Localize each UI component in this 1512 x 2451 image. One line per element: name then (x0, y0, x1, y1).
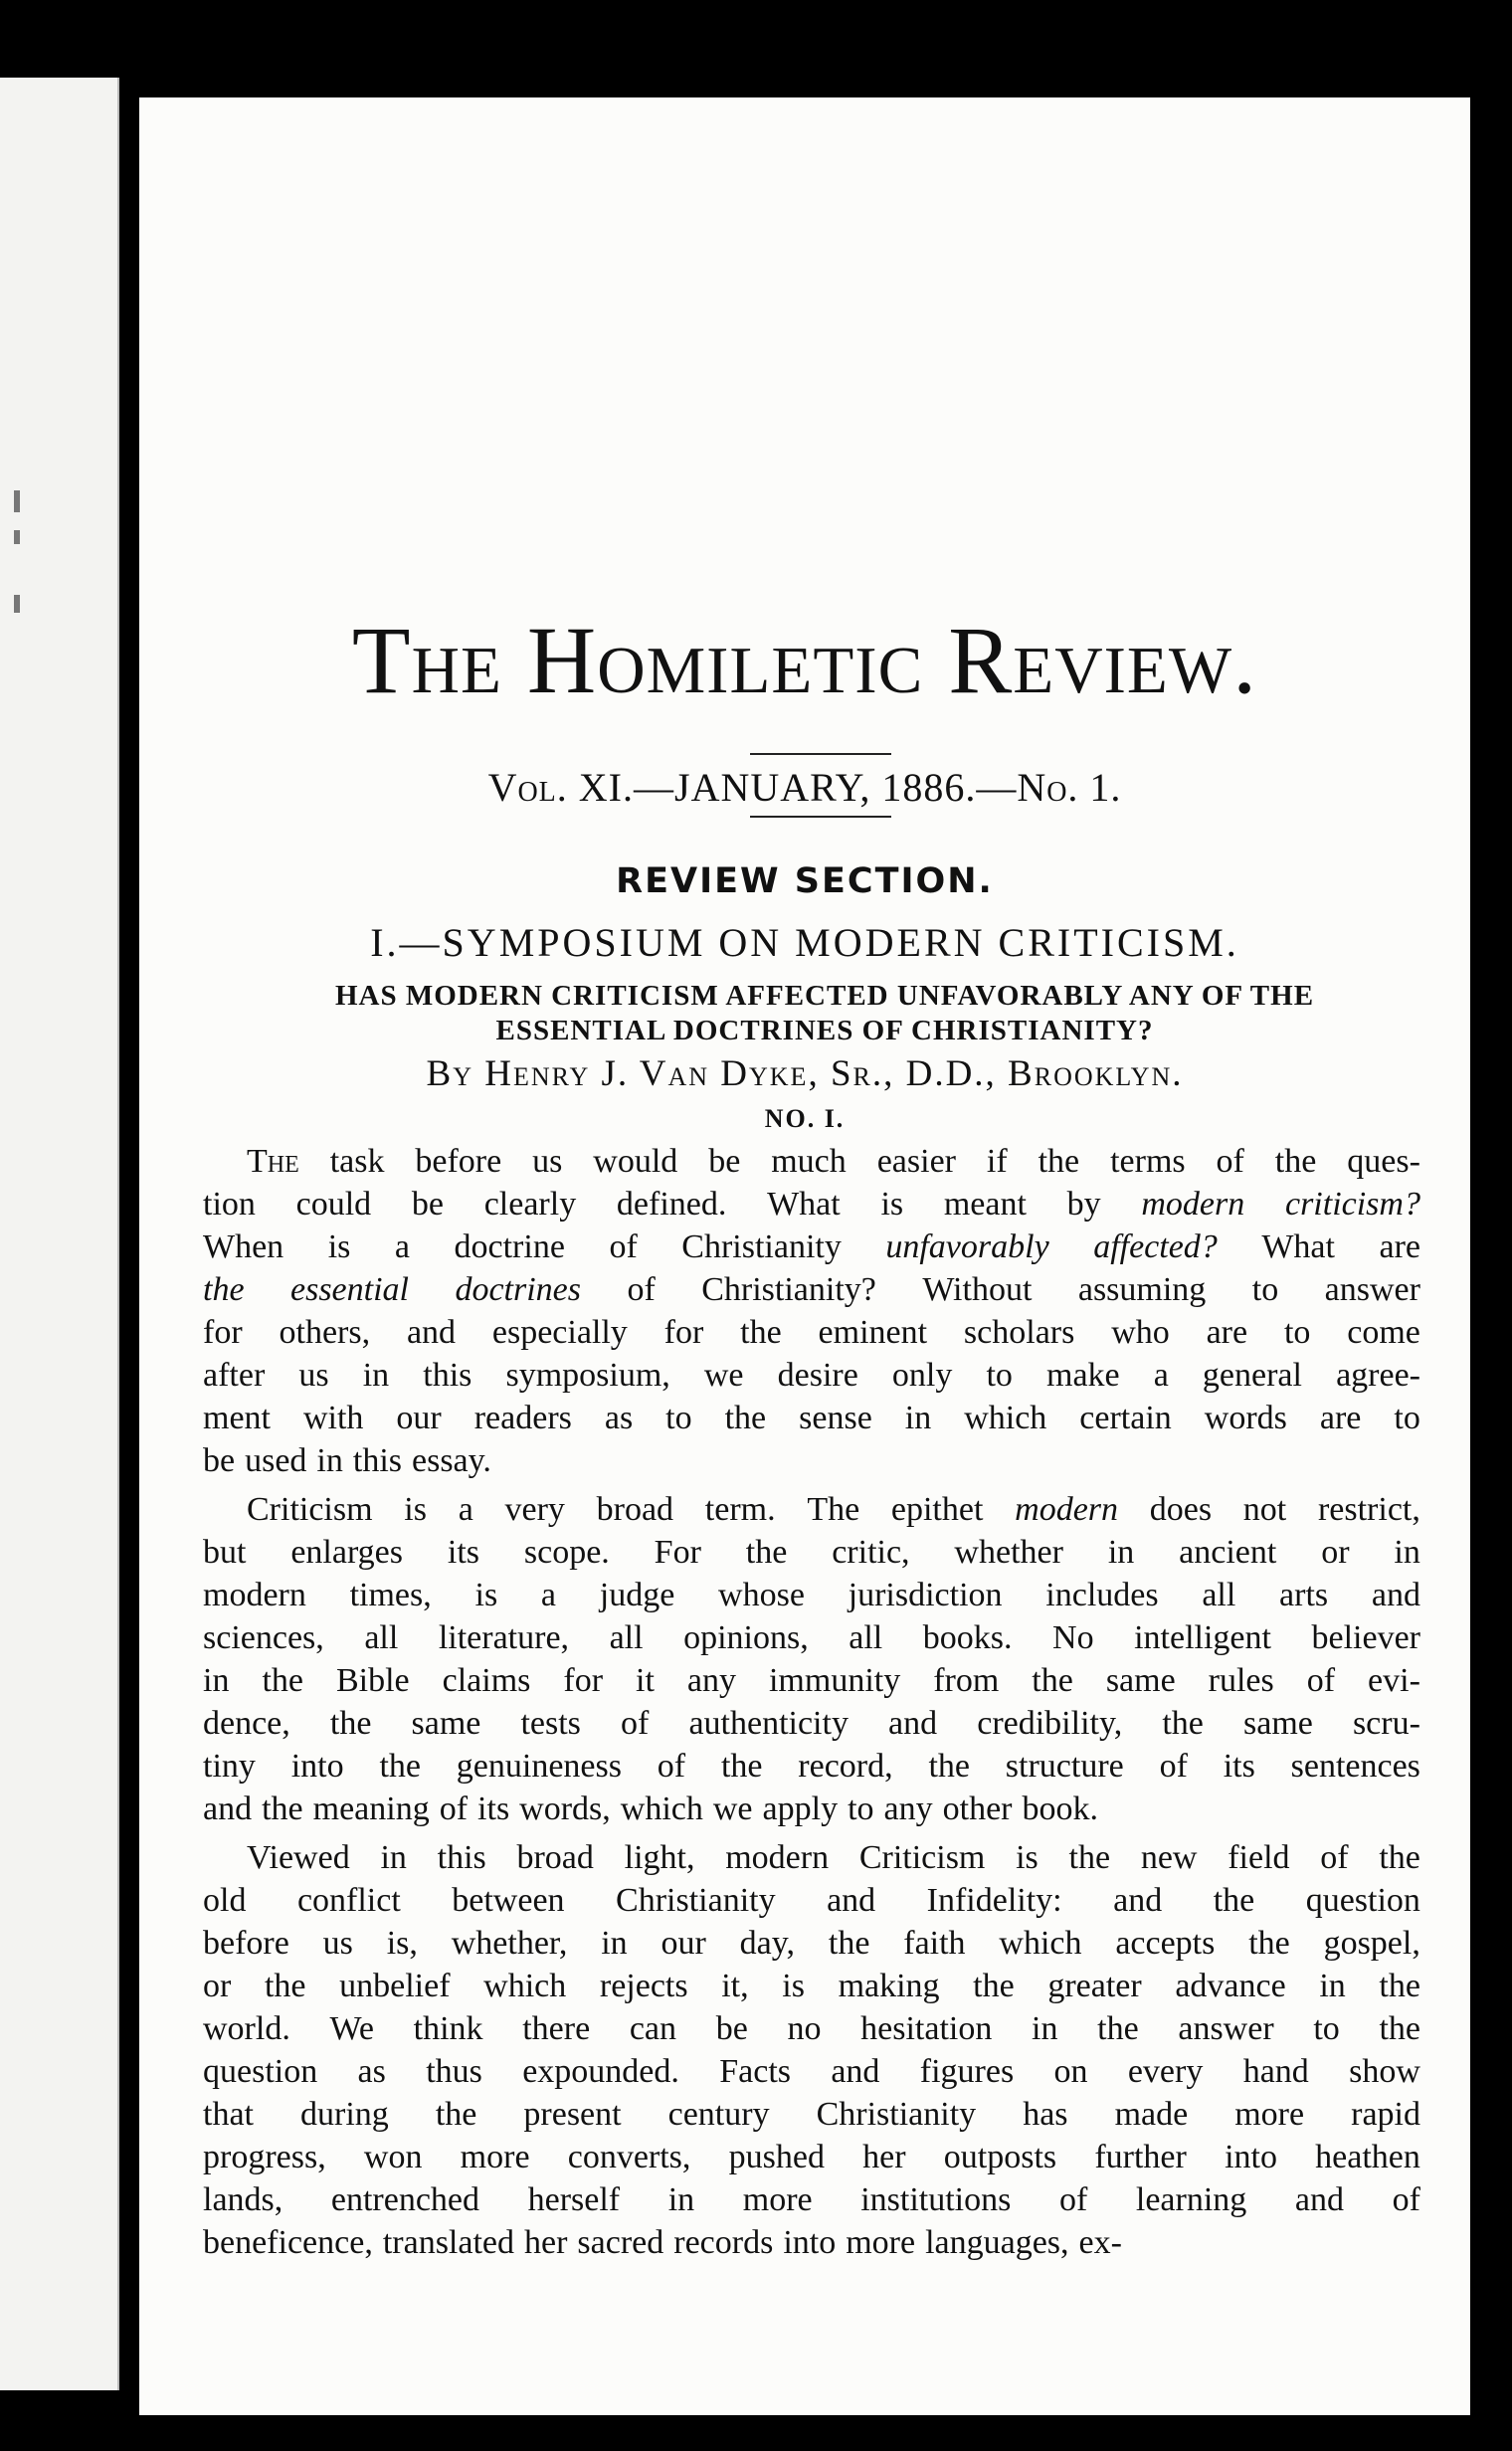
text-line: world. We think there can be no hesitation in the answer to the (203, 2010, 1420, 2047)
text-line: beneficence, translated her sacred records into more languages, ex- (203, 2224, 1122, 2261)
facing-page-mark (14, 530, 20, 544)
text-line: tion could be clearly defined. What is meant by modern criticism? (203, 1186, 1420, 1223)
journal-page (139, 97, 1470, 2415)
author-byline: By Henry J. Van Dyke, Sr., D.D., Brooklyn. (426, 1053, 1184, 1094)
facing-page-mark (14, 595, 20, 613)
section-heading: REVIEW SECTION. (616, 861, 994, 901)
journal-title: The Homiletic Review. (351, 607, 1258, 713)
text-line: Viewed in this broad light, modern Criticism is the new field of the (247, 1839, 1420, 1876)
text-line: the essential doctrines of Christianity? Without assuming to answer (203, 1271, 1420, 1308)
text-line: lands, entrenched herself in more institutions of learning and of (203, 2181, 1420, 2218)
text-line: before us is, whether, in our day, the faith which accepts the gospel, (203, 1925, 1420, 1962)
volume-issue-line: Vol. XI.—JANUARY, 1886.—No. 1. (487, 765, 1122, 810)
text-line: sciences, all literature, all opinions, all books. No intelligent believer (203, 1619, 1420, 1656)
title-rule-bottom (750, 816, 891, 818)
text-line: progress, won more converts, pushed her outposts further into heathen (203, 2139, 1420, 2175)
title-rule-top (750, 753, 891, 755)
text-line: dence, the same tests of authenticity and credibility, the same scru- (203, 1705, 1420, 1742)
text-line: in the Bible claims for it any immunity from the same rules of evi- (203, 1662, 1420, 1699)
article-question-line: ESSENTIAL DOCTRINES OF CHRISTIANITY? (495, 1015, 1154, 1046)
text-line: tiny into the genuineness of the record, the structure of its sentences (203, 1748, 1420, 1785)
text-line: and the meaning of its words, which we apply to any other book. (203, 1791, 1098, 1827)
paragraph (203, 1836, 1420, 2264)
text-line: for others, and especially for the eminent scholars who are to come (203, 1314, 1420, 1351)
text-line: or the unbelief which rejects it, is making the greater advance in the (203, 1968, 1420, 2004)
text-line: The task before us would be much easier if the terms of the ques- (247, 1143, 1420, 1180)
text-line: When is a doctrine of Christianity unfavorably affected? What are (203, 1228, 1420, 1265)
text-line: be used in this essay. (203, 1442, 491, 1479)
text-line: modern times, is a judge whose jurisdiction includes all arts and (203, 1577, 1420, 1613)
text-line: after us in this symposium, we desire only to make a general agree- (203, 1357, 1420, 1394)
text-line: old conflict between Christianity and Infidelity: and the question (203, 1882, 1420, 1919)
article-question (219, 979, 1430, 1048)
text-line: that during the present century Christianity has made more rapid (203, 2096, 1420, 2133)
article-body (203, 1140, 1420, 2264)
part-number: NO. I. (764, 1104, 846, 1133)
article-heading: I.—SYMPOSIUM ON MODERN CRITICISM. (370, 920, 1239, 965)
paragraph (203, 1140, 1420, 1482)
text-line: but enlarges its scope. For the critic, whether in ancient or in (203, 1534, 1420, 1571)
article-question-line: HAS MODERN CRITICISM AFFECTED UNFAVORABLY ANY OF THE (334, 980, 1315, 1012)
paragraph (203, 1488, 1420, 1830)
text-line: question as thus expounded. Facts and figures on every hand show (203, 2053, 1420, 2090)
text-line: ment with our readers as to the sense in which certain words are to (203, 1400, 1420, 1436)
text-line: Criticism is a very broad term. The epithet modern does not restrict, (247, 1491, 1420, 1528)
facing-page-edge (0, 78, 119, 2390)
facing-page-mark (14, 490, 20, 512)
